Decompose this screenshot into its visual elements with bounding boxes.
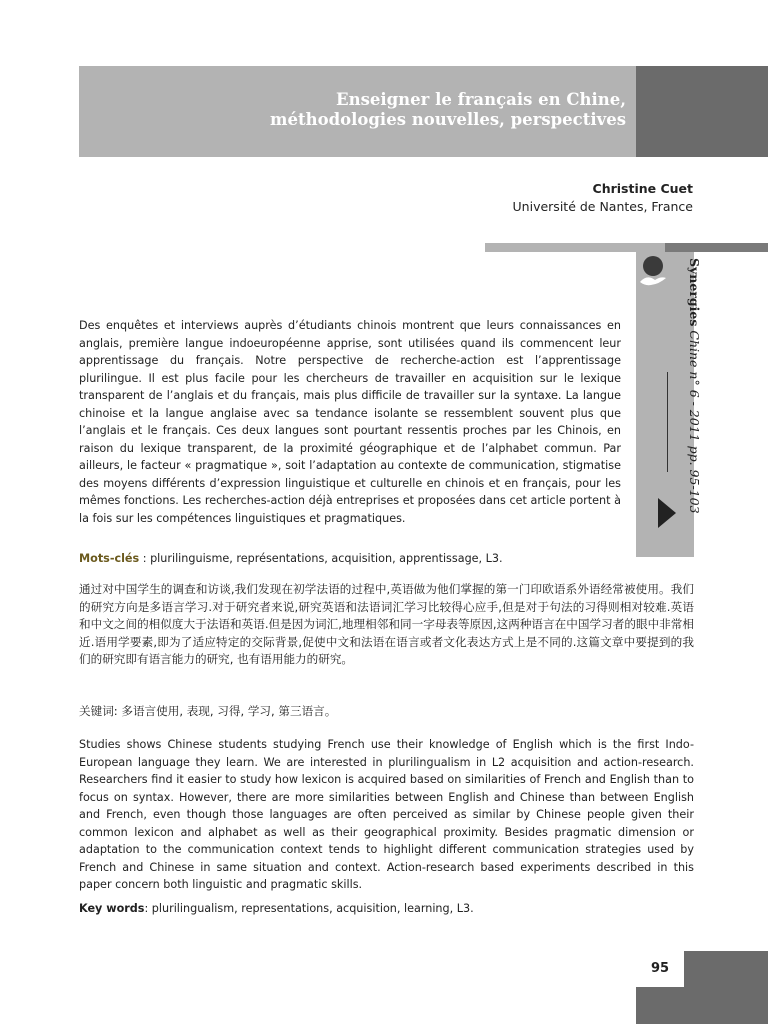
author-block — [513, 180, 693, 216]
header-band — [79, 66, 636, 157]
article-title-line1: Enseigner le français en Chine, — [336, 90, 626, 109]
triangle-right-icon — [658, 498, 676, 528]
article-title-line2: méthodologies nouvelles, perspectives — [270, 110, 626, 129]
separator-bar-light — [485, 243, 665, 252]
footer-dark-block-upper — [684, 951, 768, 987]
abstract-chinese: 通过对中国学生的调查和访谈,我们发现在初学法语的过程中,英语做为他们掌握的第一门印欧语系外语经常被使用。我们的研究方向是多语言学习.对于研究者来说,研究英语和法语词汇学习比较得心应手,但是对于句法的习得则相对较难.英语和中文之间的相似度大于法语和英语.但是因为词汇,地理相邻和同一字母表等原因,这两种语言在中国学习者的眼中非常相近.语用学要素,即为了适应特定的交际背景,促使中文和法语在语言或者文化表达方式上是不同的.这篇文章中要提到的我们的研究即有语言能力的研究, 也有语用能力的研究。 — [79, 582, 694, 667]
journal-name: Synergies — [687, 258, 702, 327]
keywords-french — [79, 550, 694, 568]
keywords-english — [79, 900, 694, 918]
article-title — [86, 90, 626, 130]
globe-dove-icon — [637, 254, 667, 294]
author-institution: Université de Nantes, France — [512, 199, 693, 214]
keywords-chinese: 关键词: 多语言使用, 表现, 习得, 学习, 第三语言。 — [79, 704, 337, 718]
page-number: 95 — [650, 961, 670, 976]
keywords-english-label: Key words — [79, 902, 145, 915]
keywords-english-text: : plurilingualism, representations, acquisition, learning, L3. — [144, 902, 474, 915]
footer-dark-block — [636, 987, 768, 1024]
abstract-english: Studies shows Chinese students studying French use their knowledge of English which is the first Indo-European language they learn. We are interested in plurilingualism in L2 acquisition and action-research. Researchers find it easier to study how lexicon is acquired based on similarities of French and English than to focus on syntax. However, there are more similarities between English and Chinese than between English and French, even though those languages are often perceived as similar by Chinese people given their common lexicon and alphabet as well as their geographical proximity. Besides pragmatic dimension or adaptation to the communication context tends to highlight different communication strategies used by French and Chinese in same situation and context. Action-research based experiments described in this paper concern both linguistic and pragmatic skills. — [79, 738, 694, 891]
journal-reference — [687, 258, 702, 514]
keywords-french-label: Mots-clés — [79, 552, 140, 565]
separator-bar-dark — [665, 243, 768, 252]
journal-issue-pages: Chine n° 6 - 2011 pp. 95-103 — [687, 326, 702, 514]
abstract-french: Des enquêtes et interviews auprès d’étudiants chinois montrent que leurs connaissances en anglais, première langue indoeuropéenne apprise, sont utilisées quand ils commencent leur apprentissage du français. Notre perspective de recherche-action est l’apprentissage plurilingue. Il est plus facile pour les chercheurs de travailler en acquisition sur le lexique transparent de l’anglais et du français, mais plus difficile de travailler sur la syntaxe. La langue chinoise et la langue anglaise avec sa tendance isolante se ressemblent souvent plus que l’anglais et le français. Ces deux langues sont pourtant ressentis proches par les Chinois, en raison du lexique transparent, de la proximité géographique et de l’alphabet commun. Par ailleurs, le facteur « pragmatique », soit l’adaptation au contexte de communication, stigmatise des moyens différents d’expression linguistique et culturelle en chinois et en français, pour les mêmes fonctions. Les recherches-action déjà entreprises et proposées dans cet article portent à la fois sur les compétences linguistiques et pragmatiques. — [79, 319, 621, 525]
keywords-french-text: : plurilinguisme, représentations, acquisition, apprentissage, L3. — [139, 552, 503, 565]
sidebar-rule — [667, 372, 668, 472]
author-name: Christine Cuet — [592, 181, 693, 196]
header-dark-block — [636, 66, 768, 157]
